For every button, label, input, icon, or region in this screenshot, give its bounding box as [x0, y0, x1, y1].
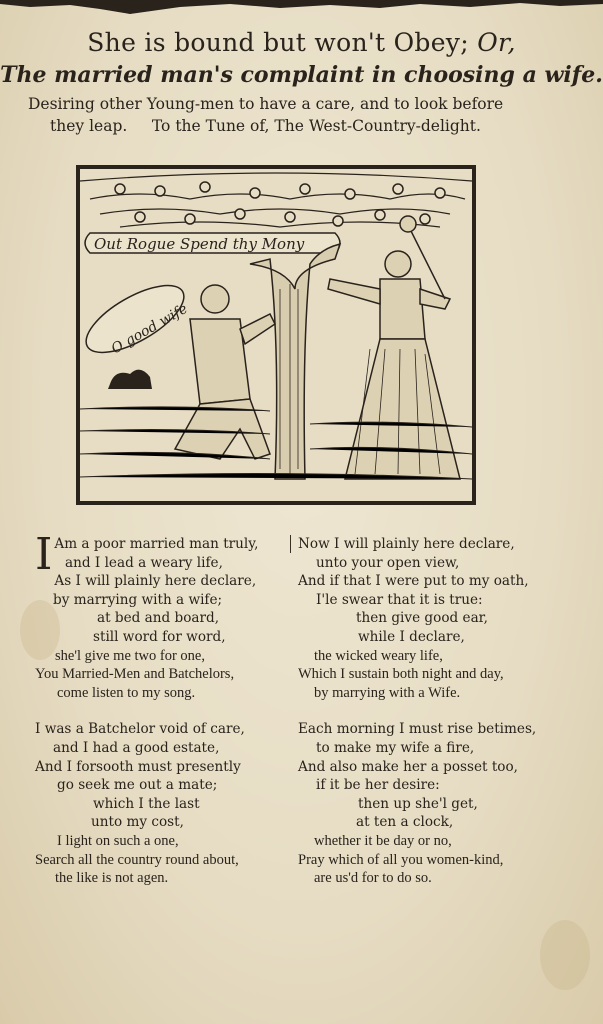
verse-line: You Married-Men and Batchelors, — [35, 666, 235, 683]
verse-line: unto your open view, — [316, 554, 460, 571]
verse-line: at bed and board, — [97, 610, 220, 627]
verse-line: which I the last — [93, 795, 200, 812]
verse-line: unto my cost, — [91, 814, 184, 831]
verse-line: As I will plainly here declare, — [54, 573, 257, 590]
verse-line: Now I will plainly here declare, — [298, 536, 515, 552]
verse-line: still word for word, — [93, 628, 226, 645]
verse-line: the wicked weary life, — [314, 647, 443, 664]
verse-line: go seek me out a mate; — [57, 777, 218, 794]
verse-column-left — [35, 529, 290, 888]
verse-line: while I declare, — [358, 628, 465, 645]
tune-line: they leap. To the Tune of, The West-Country-delight. — [50, 117, 481, 135]
verse-line: and I lead a weary life, — [65, 554, 223, 571]
verse-line: Search all the country round about, — [35, 851, 239, 868]
torn-edge — [0, 0, 603, 14]
verse-line: And if that I were put to my oath, — [298, 573, 529, 590]
verse-line: I light on such a one, — [57, 832, 179, 849]
column-divider — [290, 535, 291, 553]
verse-stanza — [35, 529, 290, 702]
speech-text: O good wife — [108, 300, 191, 358]
verse-line: Am a poor married man truly, — [54, 536, 259, 552]
verse-column-right — [298, 535, 553, 888]
verse-line: And I forsooth must presently — [35, 758, 241, 775]
verse-line: I was a Batchelor void of care, — [35, 721, 245, 738]
verse-line: by marrying with a wife; — [53, 591, 223, 608]
ballad-description: Desiring other Young-men to have a care, and to look before — [28, 95, 504, 113]
verse-line: she'l give me two for one, — [55, 647, 205, 664]
verse-line: to make my wife a fire, — [316, 739, 475, 756]
verse-line: And also make her a posset too, — [298, 758, 518, 775]
verse-stanza — [298, 535, 553, 702]
ballad-subtitle: The married man's complaint in choosing a wife. — [0, 62, 603, 88]
verse-line: and I had a good estate, — [53, 739, 220, 756]
verse-line: are us'd for to do so. — [314, 870, 432, 887]
verse-line: at ten a clock, — [356, 814, 454, 831]
verse-line: if it be her desire: — [316, 777, 440, 794]
ballad-title: She is bound but won't Obey; Or, — [87, 28, 516, 57]
bush — [108, 370, 152, 389]
verse-line: by marrying with a Wife. — [314, 684, 461, 701]
foliage-eyes — [115, 182, 445, 226]
verse-stanza — [298, 720, 553, 887]
verse-line: come listen to my song. — [57, 684, 196, 701]
woman-figure — [328, 216, 460, 479]
woodcut-illustration — [76, 165, 476, 505]
verse-line: Each morning I must rise betimes, — [298, 721, 537, 738]
drop-cap: I — [35, 529, 53, 580]
verse-line: I'le swear that it is true: — [316, 591, 483, 608]
verse-stanza — [35, 720, 290, 887]
verse-line: then give good ear, — [356, 610, 489, 627]
banner-text: Out Rogue Spend thy Mony — [94, 235, 305, 253]
paper-stain — [540, 920, 590, 990]
verse-line: then up she'l get, — [358, 795, 478, 812]
verse-line: Which I sustain both night and day, — [298, 666, 504, 683]
verse-line: Pray which of all you women-kind, — [298, 851, 504, 868]
verse-line: whether it be day or no, — [314, 832, 452, 849]
verse-line: the like is not agen. — [55, 870, 169, 887]
